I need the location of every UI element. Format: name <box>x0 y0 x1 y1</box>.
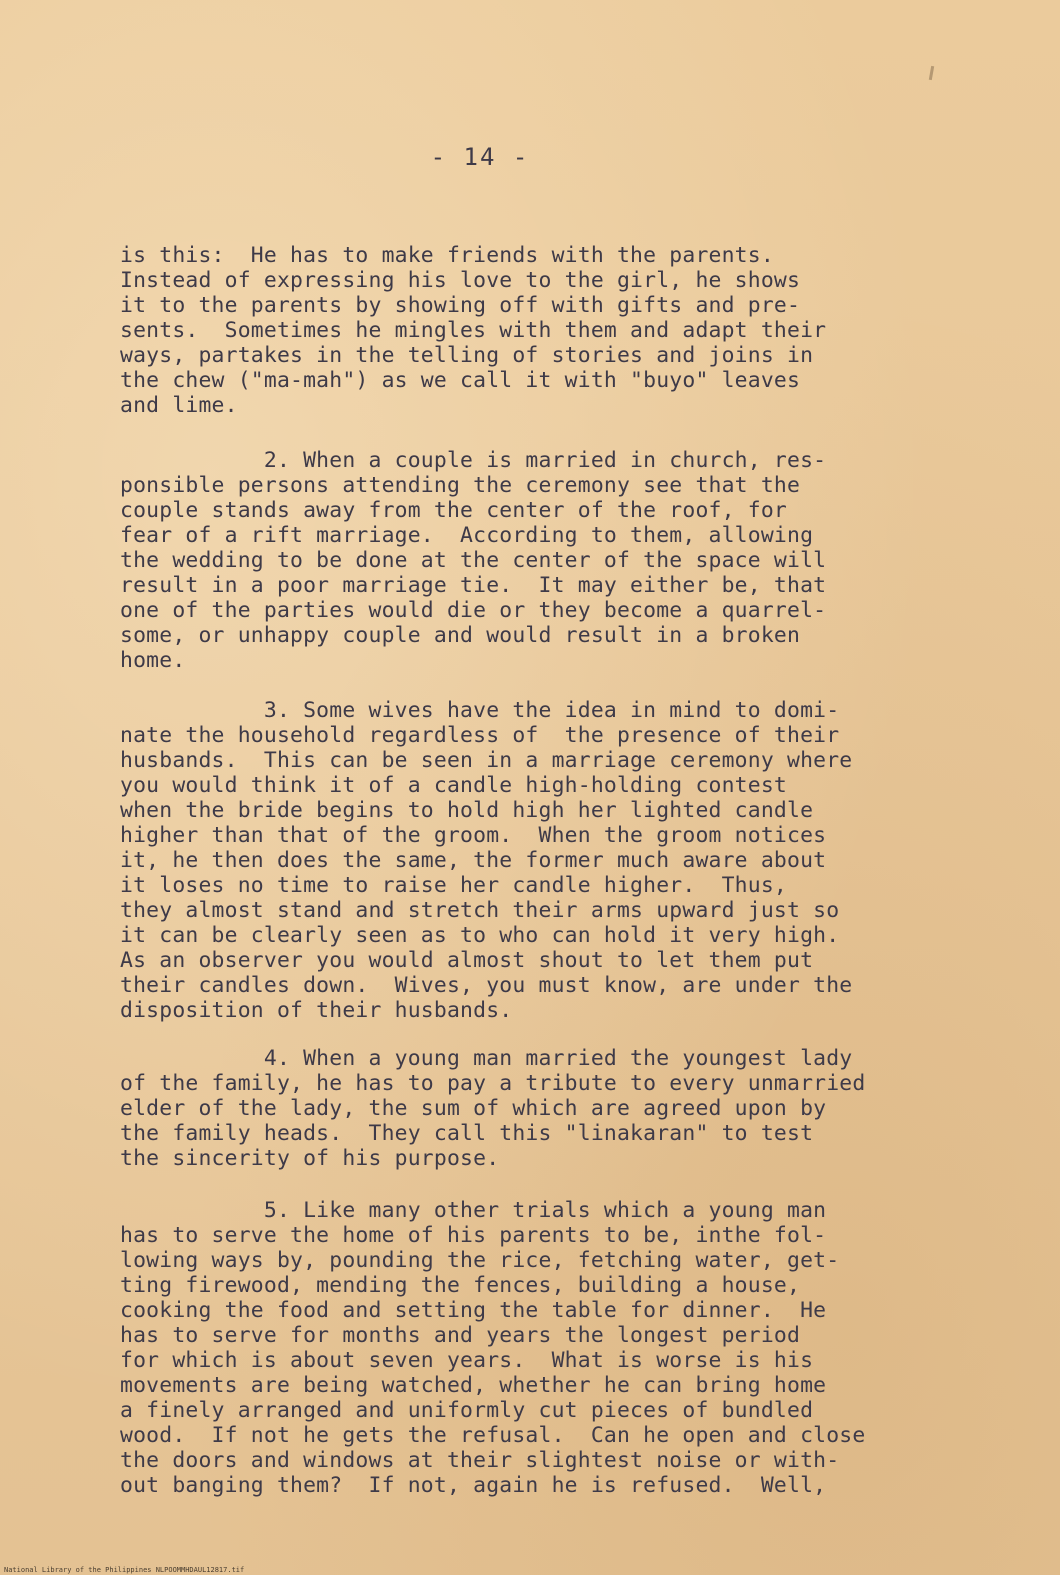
line: has to serve the home of his parents to be, inthe fol- <box>120 1223 827 1248</box>
line: out banging them? If not, again he is refused. Well, <box>120 1473 827 1498</box>
line: couple stands away from the center of the roof, for <box>120 498 787 523</box>
line: the chew ("ma-mah") as we call it with "buyo" leaves <box>120 368 801 393</box>
line: ponsible persons attending the ceremony see that the <box>120 473 801 498</box>
line: fear of a rift marriage. According to them, allowing <box>120 523 814 548</box>
line: sents. Sometimes he mingles with them and adapt their <box>120 318 827 343</box>
line: and lime. <box>120 393 238 418</box>
line: the doors and windows at their slightest noise or with- <box>120 1448 840 1473</box>
line: wood. If not he gets the refusal. Can he open and close <box>120 1423 866 1448</box>
paper-mark <box>929 66 934 80</box>
line: elder of the lady, the sum of which are agreed upon by <box>120 1096 827 1121</box>
line: it to the parents by showing off with gifts and pre- <box>120 293 801 318</box>
line: is this: He has to make friends with the parents. <box>120 243 774 268</box>
line: husbands. This can be seen in a marriage ceremony where <box>120 748 853 773</box>
line: the family heads. They call this "linakaran" to test <box>120 1121 814 1146</box>
line: nate the household regardless of the presence of their <box>120 723 840 748</box>
paragraph-1 <box>120 218 826 418</box>
line: home. <box>120 648 186 673</box>
line: it loses no time to raise her candle higher. Thus, <box>120 873 787 898</box>
line: they almost stand and stretch their arms upward just so <box>120 898 840 923</box>
line: Instead of expressing his love to the girl, he shows <box>120 268 801 293</box>
line: 4. When a young man married the youngest lady <box>120 1046 853 1071</box>
line: has to serve for months and years the longest period <box>120 1323 801 1348</box>
line: when the bride begins to hold high her lighted candle <box>120 798 814 823</box>
line: of the family, he has to pay a tribute to every unmarried <box>120 1071 866 1096</box>
line: As an observer you would almost shout to let them put <box>120 948 814 973</box>
line: 2. When a couple is married in church, res- <box>120 448 827 473</box>
scan-footer: National Library of the Philippines NLPOOMMHDAUL12817.tif <box>4 1566 245 1574</box>
paragraph-2 <box>120 423 826 673</box>
line: the wedding to be done at the center of the space will <box>120 548 827 573</box>
line: some, or unhappy couple and would result in a broken <box>120 623 801 648</box>
line: result in a poor marriage tie. It may either be, that <box>120 573 827 598</box>
line: disposition of their husbands. <box>120 998 513 1023</box>
paragraph-5 <box>120 1173 865 1498</box>
line: it can be clearly seen as to who can hold it very high. <box>120 923 840 948</box>
line: higher than that of the groom. When the groom notices <box>120 823 827 848</box>
line: 3. Some wives have the idea in mind to domi- <box>120 698 840 723</box>
line: their candles down. Wives, you must know, are under the <box>120 973 853 998</box>
paragraph-3 <box>120 673 852 1023</box>
line: ting firewood, mending the fences, building a house, <box>120 1273 801 1298</box>
page-number: - 14 - <box>430 143 530 171</box>
line: 5. Like many other trials which a young man <box>120 1198 827 1223</box>
line: ways, partakes in the telling of stories and joins in <box>120 343 814 368</box>
line: lowing ways by, pounding the rice, fetching water, get- <box>120 1248 840 1273</box>
line: it, he then does the same, the former much aware about <box>120 848 827 873</box>
paragraph-4 <box>120 1021 865 1171</box>
line: for which is about seven years. What is worse is his <box>120 1348 814 1373</box>
line: one of the parties would die or they become a quarrel- <box>120 598 827 623</box>
line: the sincerity of his purpose. <box>120 1146 500 1171</box>
line: you would think it of a candle high-holding contest <box>120 773 787 798</box>
line: a finely arranged and uniformly cut pieces of bundled <box>120 1398 814 1423</box>
line: movements are being watched, whether he can bring home <box>120 1373 827 1398</box>
line: cooking the food and setting the table for dinner. He <box>120 1298 827 1323</box>
